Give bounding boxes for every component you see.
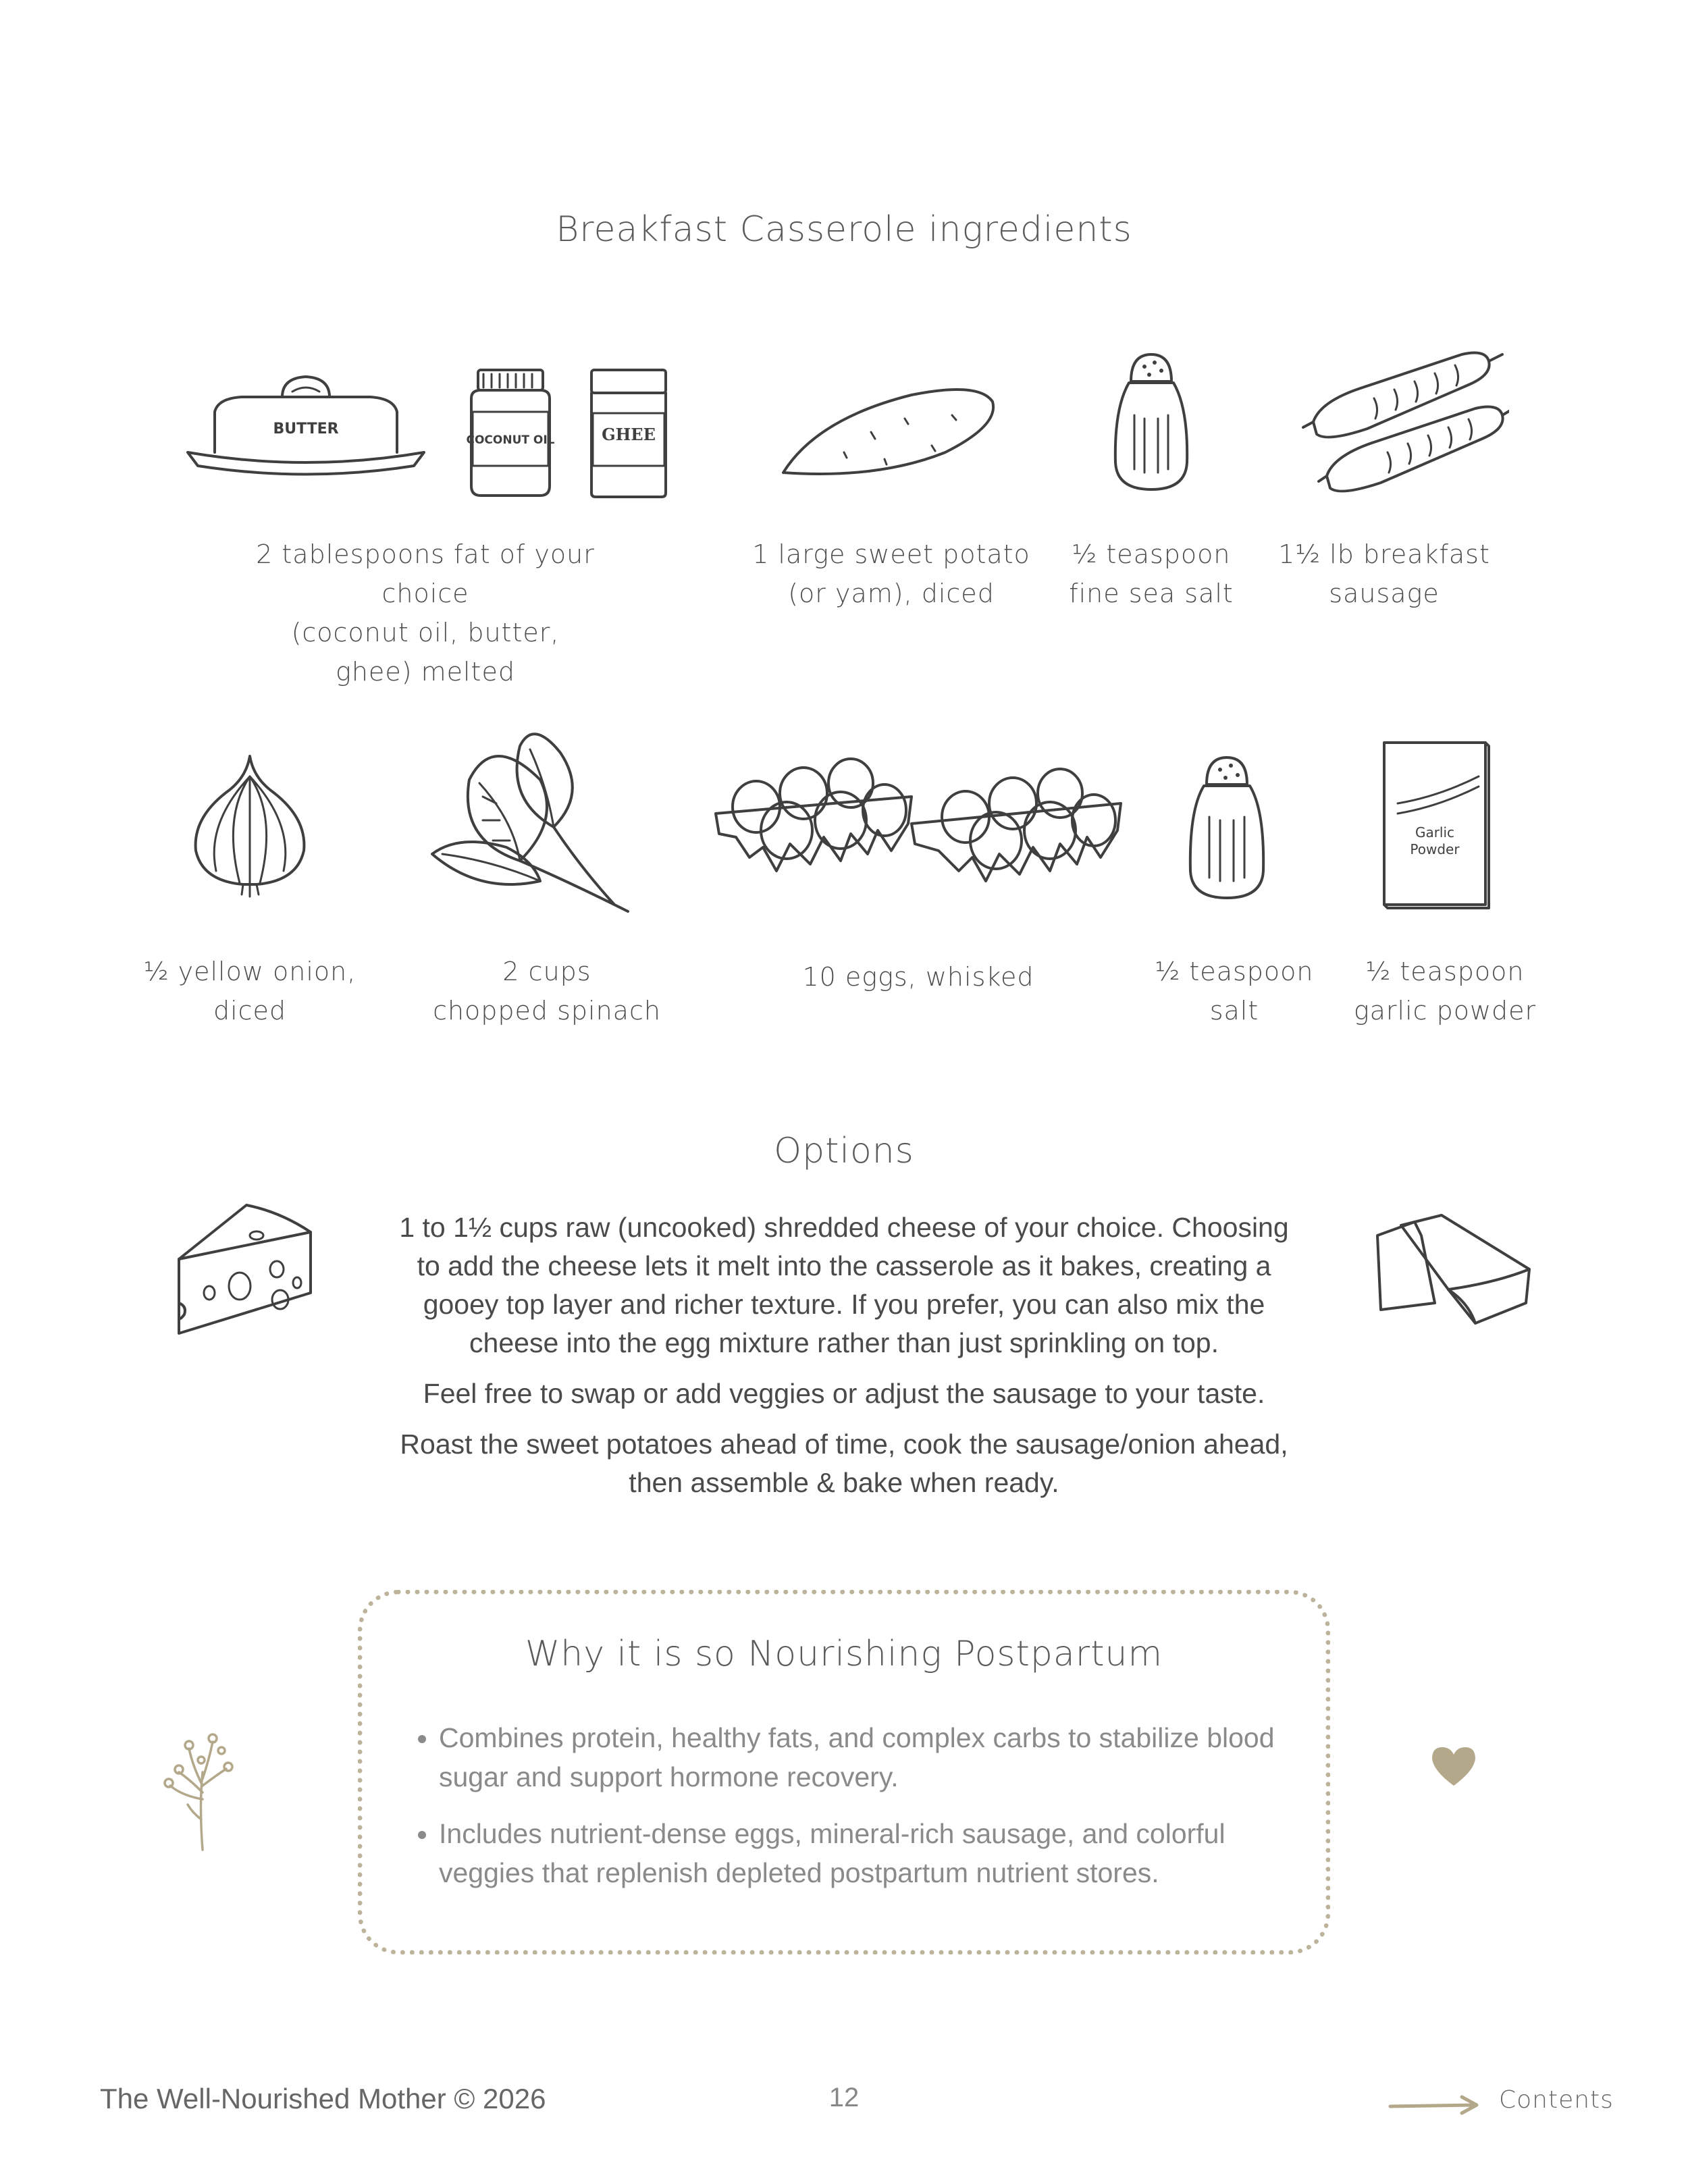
- salt-shaker-icon: [1107, 348, 1195, 496]
- page-title: Breakfast Casserole ingredients: [556, 209, 1132, 250]
- svg-text:COCONUT OIL: COCONUT OIL: [466, 433, 555, 447]
- heart-icon: [1430, 1745, 1477, 1787]
- ingredient-sausage-label: 1½ lb breakfast sausage: [1278, 539, 1490, 608]
- coconut-oil-jar-icon: [463, 365, 558, 500]
- ingredient-onion-label: ½ yellow onion, diced: [143, 957, 357, 1026]
- ghee-jar-icon: [585, 365, 672, 500]
- ingredient-fat-label: 2 tablespoons fat of your choice (coconut oil, butter, ghee) melted: [256, 539, 595, 687]
- ingredient-sea-salt-label: ½ teaspoon fine sea salt: [1069, 539, 1234, 608]
- ingredient-sweet-potato-label: 1 large sweet potato (or yam), diced: [752, 539, 1030, 608]
- ingredient-salt-label: ½ teaspoon salt: [1155, 957, 1314, 1026]
- svg-text:BUTTER: BUTTER: [273, 421, 339, 437]
- page-number: 12: [828, 2083, 860, 2112]
- contents-link[interactable]: Contents: [1499, 2086, 1614, 2114]
- options-text: [392, 1208, 1296, 1514]
- cheese-wedge-icon: [172, 1198, 317, 1340]
- options-title: Options: [774, 1131, 914, 1171]
- cheese-block-icon: [1374, 1208, 1536, 1327]
- spinach-icon: [419, 719, 635, 915]
- sausage-icon: [1300, 341, 1509, 503]
- options-paragraph: 1 to 1½ cups raw (uncooked) shredded cheese of your choice. Choosing to add the cheese lets it melt into the casserole as it bakes, creating a gooey top layer and richer texture. If you prefer, you can also mix the cheese into the egg mixture rather than just sprinkling on top.: [399, 1212, 1289, 1358]
- footer-copyright: The Well-Nourished Mother © 2026: [100, 2083, 546, 2114]
- salt-shaker-small-icon: [1185, 749, 1269, 905]
- butter-dish-icon: [181, 365, 431, 493]
- why-title: Why it is so Nourishing Postpartum: [525, 1634, 1163, 1674]
- why-list: [405, 1718, 1317, 1910]
- ingredient-spinach-label: 2 cups chopped spinach: [433, 957, 661, 1026]
- arrow-right-icon[interactable]: [1388, 2093, 1482, 2117]
- svg-text:Powder: Powder: [1410, 841, 1460, 857]
- egg-carton-icon: [709, 736, 1128, 911]
- list-item: • Combines protein, healthy fats, and complex carbs to stabilize blood sugar and support hormone recovery.: [439, 1718, 1317, 1796]
- options-paragraph: Roast the sweet potatoes ahead of time, cook the sausage/onion ahead, then assemble & bake when ready.: [400, 1429, 1288, 1498]
- onion-icon: [189, 749, 311, 898]
- svg-text:Garlic: Garlic: [1415, 824, 1455, 841]
- ingredient-garlic-label: ½ teaspoon garlic powder: [1353, 957, 1537, 1026]
- svg-text:GHEE: GHEE: [602, 425, 656, 444]
- options-paragraph: Feel free to swap or add veggies or adjust the sausage to your taste.: [423, 1378, 1265, 1409]
- ingredient-eggs-label: 10 eggs, whisked: [802, 962, 1034, 992]
- sweet-potato-icon: [776, 378, 1006, 486]
- flower-sprig-icon: [162, 1718, 236, 1853]
- garlic-powder-box-icon: [1377, 736, 1492, 911]
- list-item: • Includes nutrient-dense eggs, mineral-rich sausage, and colorful veggies that replenish depleted postpartum nutrient stores.: [439, 1814, 1317, 1892]
